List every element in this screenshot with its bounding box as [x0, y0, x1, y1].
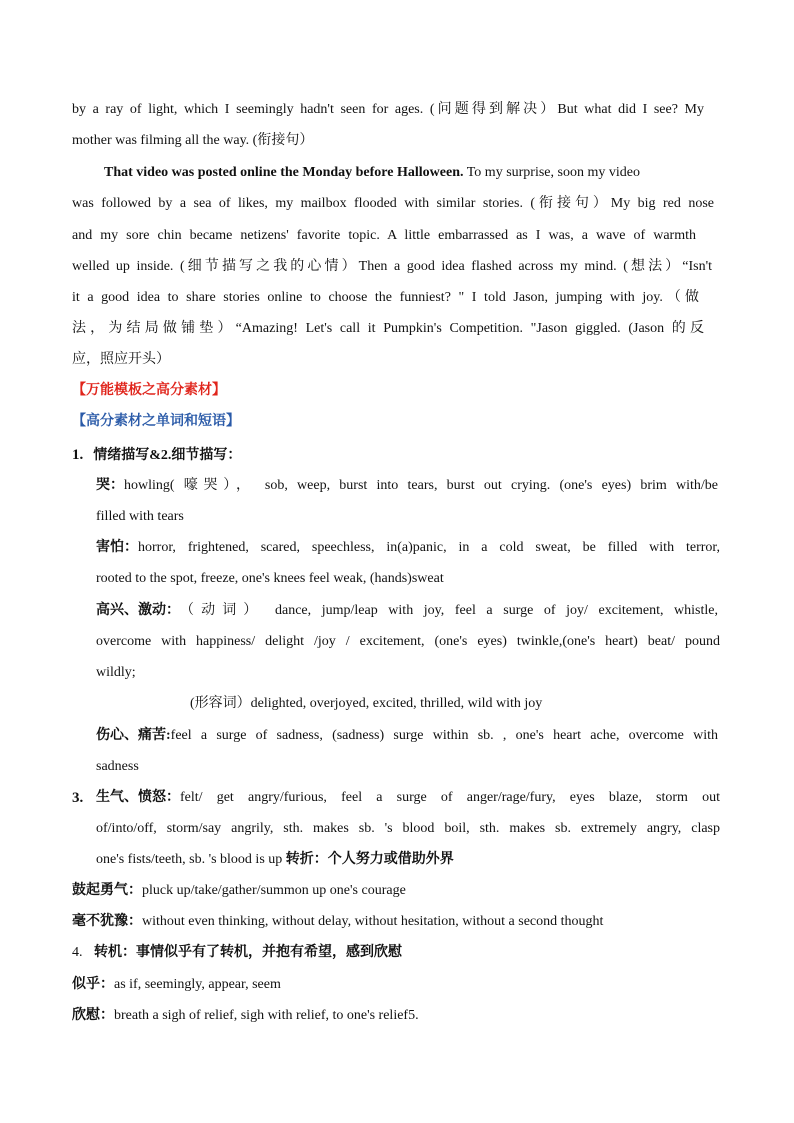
para2-line-7: 应，照应开头）	[72, 352, 170, 367]
item-1-heading	[72, 446, 241, 465]
no-hesitation-label: 毫不犹豫：	[72, 914, 142, 929]
cry-label: 哭：	[96, 478, 124, 493]
item-3-line-1	[72, 789, 720, 807]
item-1-number: 1.	[72, 447, 84, 463]
relief-text: breath a sigh of relief, sigh with relief, to one's relief5.	[114, 1008, 419, 1023]
anger-label: 生气、愤怒：	[96, 790, 180, 805]
fear-text-1: horror, frightened, scared, speechless, in(a)panic, in a cold sweat, be filled with terror,	[138, 540, 720, 555]
happy-text-1: （动词） dance, jump/leap with joy, feel a surge of joy/ excitement, whistle,	[180, 603, 718, 618]
courage-text: pluck up/take/gather/summon up one's courage	[142, 883, 406, 898]
heading-words-phrases: 【高分素材之单词和短语】	[72, 414, 240, 429]
fear-line-1	[96, 539, 720, 557]
no-hesitation-line	[72, 913, 603, 931]
seem-text: as if, seemingly, appear, seem	[114, 977, 281, 992]
para2-line-5: it a good idea to share stories online to choose the funniest? " I told Jason, jumping with joy.（做	[72, 290, 699, 305]
para1-line-1: by a ray of light, which I seemingly hadn't seen for ages. (问题得到解决）But what did I see? My	[72, 102, 704, 117]
cry-text-1: howling( 嚎哭）， sob, weep, burst into tears, burst out crying. (one's eyes) brim with/be	[124, 478, 718, 493]
fear-line-2: rooted to the spot, freeze, one's knees feel weak, (hands)sweat	[96, 571, 444, 586]
item-3-number: 3.	[72, 790, 84, 806]
seem-line	[72, 976, 281, 994]
item-3-line-3	[96, 851, 454, 869]
no-hesitation-text: without even thinking, without delay, without hesitation, without a second thought	[142, 914, 604, 929]
sad-line-1	[96, 727, 718, 745]
relief-label: 欣慰：	[72, 1008, 114, 1023]
item-4-heading	[72, 944, 402, 962]
seem-label: 似乎：	[72, 977, 114, 992]
para2-line-6: 法，为结局做铺垫）“Amazing! Let's call it Pumpkin's Competition. "Jason giggled. (Jason 的反	[72, 321, 704, 336]
item-4-number: 4.	[72, 945, 83, 960]
anger-text-1: felt/ get angry/furious, feel a surge of anger/rage/fury, eyes blaze, storm out	[180, 790, 720, 805]
para2-line-3: and my sore chin became netizens' favorite topic. A little embarrassed as I was, a wave of warmth	[72, 228, 696, 243]
happy-line-4: (形容词）delighted, overjoyed, excited, thrilled, wild with joy	[190, 696, 543, 711]
fear-label: 害怕：	[96, 540, 138, 555]
cry-line-2: filled with tears	[96, 509, 184, 524]
para2-bold-sentence: That video was posted online the Monday before Halloween.	[104, 165, 464, 180]
happy-line-3: wildly;	[96, 665, 136, 680]
relief-line	[72, 1007, 419, 1025]
heading-template-material: 【万能模板之高分素材】	[72, 383, 226, 398]
para2-line-4: welled up inside. (细节描写之我的心情）Then a good idea flashed across my mind. (想法）“Isn't	[72, 259, 712, 274]
courage-line	[72, 882, 406, 900]
sad-line-2: sadness	[96, 759, 139, 774]
item-4-title: 转机：事情似乎有了转机，并抱有希望，感到欣慰	[90, 945, 402, 960]
happy-label: 高兴、激动：	[96, 603, 180, 618]
para2-line-1-rest: To my surprise, soon my video	[463, 165, 640, 180]
happy-line-2: overcome with happiness/ delight /joy / excitement, (one's eyes) twinkle,(one's heart) beat/ pound	[96, 634, 720, 649]
para2-line-1	[104, 164, 640, 182]
sad-text-1: feel a surge of sadness, (sadness) surge within sb. , one's heart ache, overcome with	[170, 728, 718, 743]
para2-line-2: was followed by a sea of likes, my mailbox flooded with similar stories. (衔接句）My big red nose	[72, 196, 714, 211]
courage-label: 鼓起勇气：	[72, 883, 142, 898]
item-3-line-2: of/into/off, storm/say angrily, sth. makes sb. 's blood boil, sth. makes sb. extremely angry, clasp	[96, 821, 720, 836]
turning-heading: 转折：个人努力或借助外界	[285, 852, 454, 867]
sad-label: 伤心、痛苦:	[96, 728, 171, 743]
item-1-title: 情绪描写&2.细节描写：	[93, 448, 242, 463]
cry-line-1	[96, 477, 718, 495]
happy-line-1	[96, 602, 718, 620]
para1-line-2: mother was filming all the way. (衔接句）	[72, 133, 314, 148]
anger-text-3: one's fists/teeth, sb. 's blood is up	[96, 852, 286, 867]
